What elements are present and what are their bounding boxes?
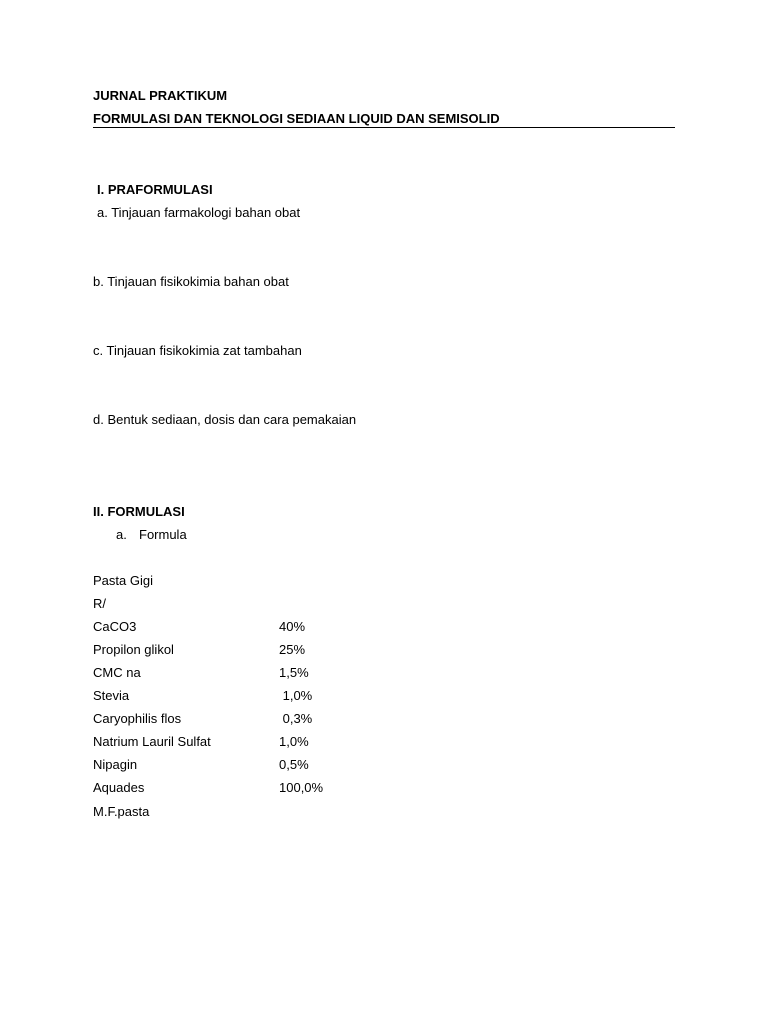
ingredient-name: CaCO3 xyxy=(93,619,137,634)
section-praformulasi-heading: I. PRAFORMULASI xyxy=(97,182,213,197)
ingredient-amount: 0,5% xyxy=(279,757,309,772)
ingredient-name: Nipagin xyxy=(93,757,138,772)
ingredient-amount: 1,0% xyxy=(279,734,309,749)
ingredient-name: Stevia xyxy=(93,688,130,703)
ingredient-amount: 25% xyxy=(279,642,306,657)
formula-sub-marker: a. xyxy=(116,527,127,542)
ingredient-amount: 0,3% xyxy=(279,711,313,726)
praformulasi-item-c: c. Tinjauan fisikokimia zat tambahan xyxy=(93,343,302,358)
recipe-closing: M.F.pasta xyxy=(93,804,150,819)
formula-sub-label: Formula xyxy=(139,527,187,542)
header-divider xyxy=(93,127,675,128)
course-title: FORMULASI DAN TEKNOLOGI SEDIAAN LIQUID DAN SEMISOLID xyxy=(93,111,500,126)
ingredient-name: CMC na xyxy=(93,665,141,680)
section-formulasi-heading: II. FORMULASI xyxy=(93,504,185,519)
ingredient-amount: 100,0% xyxy=(279,780,324,795)
ingredient-name: Propilon glikol xyxy=(93,642,174,657)
recipe-mark: R/ xyxy=(93,596,106,611)
praformulasi-item-b: b. Tinjauan fisikokimia bahan obat xyxy=(93,274,289,289)
ingredient-name: Aquades xyxy=(93,780,145,795)
ingredient-amount: 1,5% xyxy=(279,665,309,680)
product-name: Pasta Gigi xyxy=(93,573,153,588)
ingredient-amount: 40% xyxy=(279,619,306,634)
praformulasi-item-d: d. Bentuk sediaan, dosis dan cara pemakaian xyxy=(93,412,357,427)
ingredient-amount: 1,0% xyxy=(279,688,313,703)
journal-title: JURNAL PRAKTIKUM xyxy=(93,88,228,103)
ingredient-name: Natrium Lauril Sulfat xyxy=(93,734,211,749)
praformulasi-item-a: a. Tinjauan farmakologi bahan obat xyxy=(97,205,301,220)
ingredient-name: Caryophilis flos xyxy=(93,711,182,726)
